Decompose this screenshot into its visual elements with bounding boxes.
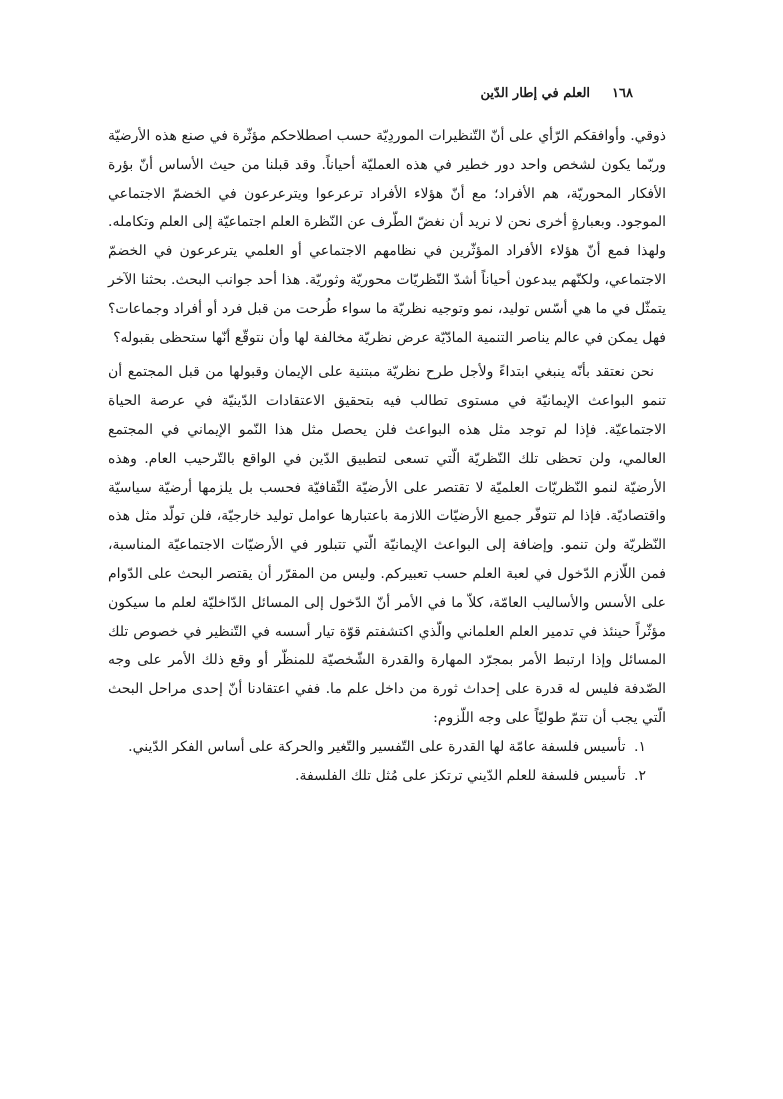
- numbered-list: [108, 733, 666, 791]
- running-title: العلم في إطار الدّين: [480, 86, 591, 101]
- paragraph-1: ذوقي. وأوافقكم الرّأي على أنّ التّنظيرات الموردِيّة حسب اصطلاحكم مؤثّرة في صنع هذه الأرضيّة وربّما يكون لشخص واحد دور خطير في هذه العمليّة أحياناً. وقد قبلنا من حيث الأساس أنّ بؤرة الأفكار المحوريّة، هم الأفراد؛ مع أنّ هؤلاء الأفراد ترعرعوا ويترعرعون في الخضمّ الاجتماعي الموجود. وبعبارةٍ أخرى نحن لا نريد أن نغضّ الطّرف عن النّظرة العلم اجتماعيّة إلى العلم وتكامله. ولهذا فمع أنّ هؤلاء الأفراد المؤثّرين في نظامهم الاجتماعي أو العلمي يترعرعون في الخضمّ الاجتماعي، ولكنّهم يبدعون أحياناً أشدّ النّظريّات محوريّة وثوريّة. هذا أحد جوانب البحث. بحثنا الآخر يتمثّل في ما هي أسّس توليد، نمو وتوجيه نظريّة ما سواء طُرحت من قبل فرد أو أفراد وجماعات؟ فهل يمكن في عالم يناصر التنمية المادّيّة عرض نظريّة مخالفة لها وأن نتوقّع أنّها ستحظى بقبوله؟: [108, 128, 666, 346]
- list-item-number: ١.: [634, 738, 646, 755]
- list-item-text: تأسيس فلسفة عامّة لها القدرة على التّفسير والتّغير والحركة على أساس الفكر الدّيني.: [128, 738, 626, 755]
- running-header: [133, 86, 633, 101]
- page-number: ١٦٨: [612, 86, 633, 101]
- list-item-text: تأسيس فلسفة للعلم الدّيني ترتكز على مُثل تلك الفلسفة.: [295, 767, 626, 784]
- list-item-1: [108, 733, 666, 762]
- list-item-number: ٢.: [634, 767, 646, 784]
- list-item-2: [108, 762, 666, 791]
- body-text: [108, 122, 666, 790]
- paragraph-2: نحن نعتقد بأنّه ينبغي ابتداءً ولأجل طرح نظريّة مبتنية على الإيمان وقبولها من قبل المجتمع أن تنمو البواعث الإيمانيّة في مستوى تطالب فيه بتحقيق الاعتقادات الدّينيّة في عرصة الحياة الاجتماعيّة. فإذا لم توجد مثل هذه البواعث فلن يحصل مثل هذا النّمو الإيماني في المجتمع العالمي، ولن تحظى تلك النّظريّة الّتي تسعى لتطبيق الدّين في الواقع بالتّرحيب العام. وهذه الأرضيّة لنمو النّظريّات العلميّة لا تقتصر على الأرضيّة الثّقافيّة فحسب بل يلزمها أرضيّة سياسيّة واقتصاديّة. فإذا لم تتوفّر جميع الأرضيّات اللازمة باعتبارها عوامل توليد خارجيّة، فلن تولّد مثل هذه النّظريّة ولن تنمو. وإضافة إلى البواعث الإيمانيّة الّتي تتبلور في الأرضيّات الاجتماعيّة المناسبة، فمن اللّازم الدّخول في لعبة العلم حسب تعبيركم. وليس من المقرّر أن يقتصر البحث على الدّوام على الأسس والأساليب العامّة، كلاّ ما في الأمر أنّ الدّخول إلى المسائل الدّاخليّة لعلم ما سيكون مؤثّراً حينئذ في تدمير العلم العلماني والّذي اكتشفتم قوّة تيار أسسه في التّنظير في خصوص تلك المسائل وإذا ارتبط الأمر بمجرّد المهارة والقدرة الشّخصيّة للمنظّر أو وقع ذلك الأمر على وجه الصّدفة فليس له قدرة على إحداث ثورة من داخل علم ما. ففي اعتقادنا أنّ إحدى مراحل البحث الّتي يجب أن تتمّ طوليّاً على وجه اللّزوم:: [108, 364, 666, 726]
